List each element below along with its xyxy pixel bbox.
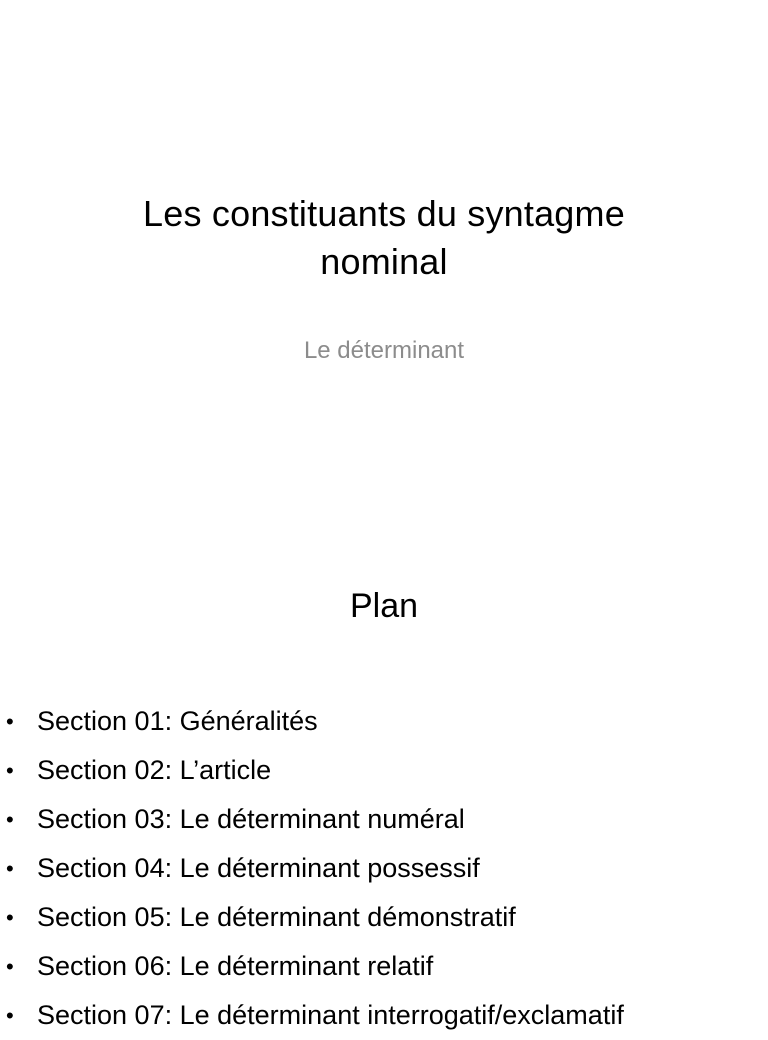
list-item-text: Section 07: Le déterminant interrogatif/exclamatif [37, 1000, 624, 1030]
list-item [0, 893, 768, 942]
presentation-title [40, 190, 728, 286]
list-item-text: Section 05: Le déterminant démonstratif [37, 902, 516, 932]
bullet-icon: • [6, 807, 14, 832]
title-line-2: nominal [320, 241, 448, 282]
bullet-icon: • [6, 905, 14, 930]
list-item [0, 746, 768, 795]
list-item-text: Section 02: L’article [37, 755, 272, 785]
plan-list [0, 697, 768, 1040]
list-item-text: Section 03: Le déterminant numéral [37, 804, 465, 834]
plan-heading: Plan [349, 587, 419, 625]
list-item [0, 942, 768, 991]
bullet-icon: • [6, 1003, 14, 1028]
list-item [0, 795, 768, 844]
list-item-text: Section 01: Généralités [37, 706, 318, 736]
title-line-1: Les constituants du syntagme [143, 193, 625, 234]
list-item [0, 844, 768, 893]
list-item [0, 697, 768, 746]
list-item [0, 991, 768, 1040]
list-item-text: Section 04: Le déterminant possessif [37, 853, 480, 883]
list-item-text: Section 06: Le déterminant relatif [37, 951, 434, 981]
bullet-icon: • [6, 856, 14, 881]
bullet-icon: • [6, 954, 14, 979]
bullet-icon: • [6, 709, 14, 734]
bullet-icon: • [6, 758, 14, 783]
presentation-subtitle: Le déterminant [303, 337, 465, 364]
